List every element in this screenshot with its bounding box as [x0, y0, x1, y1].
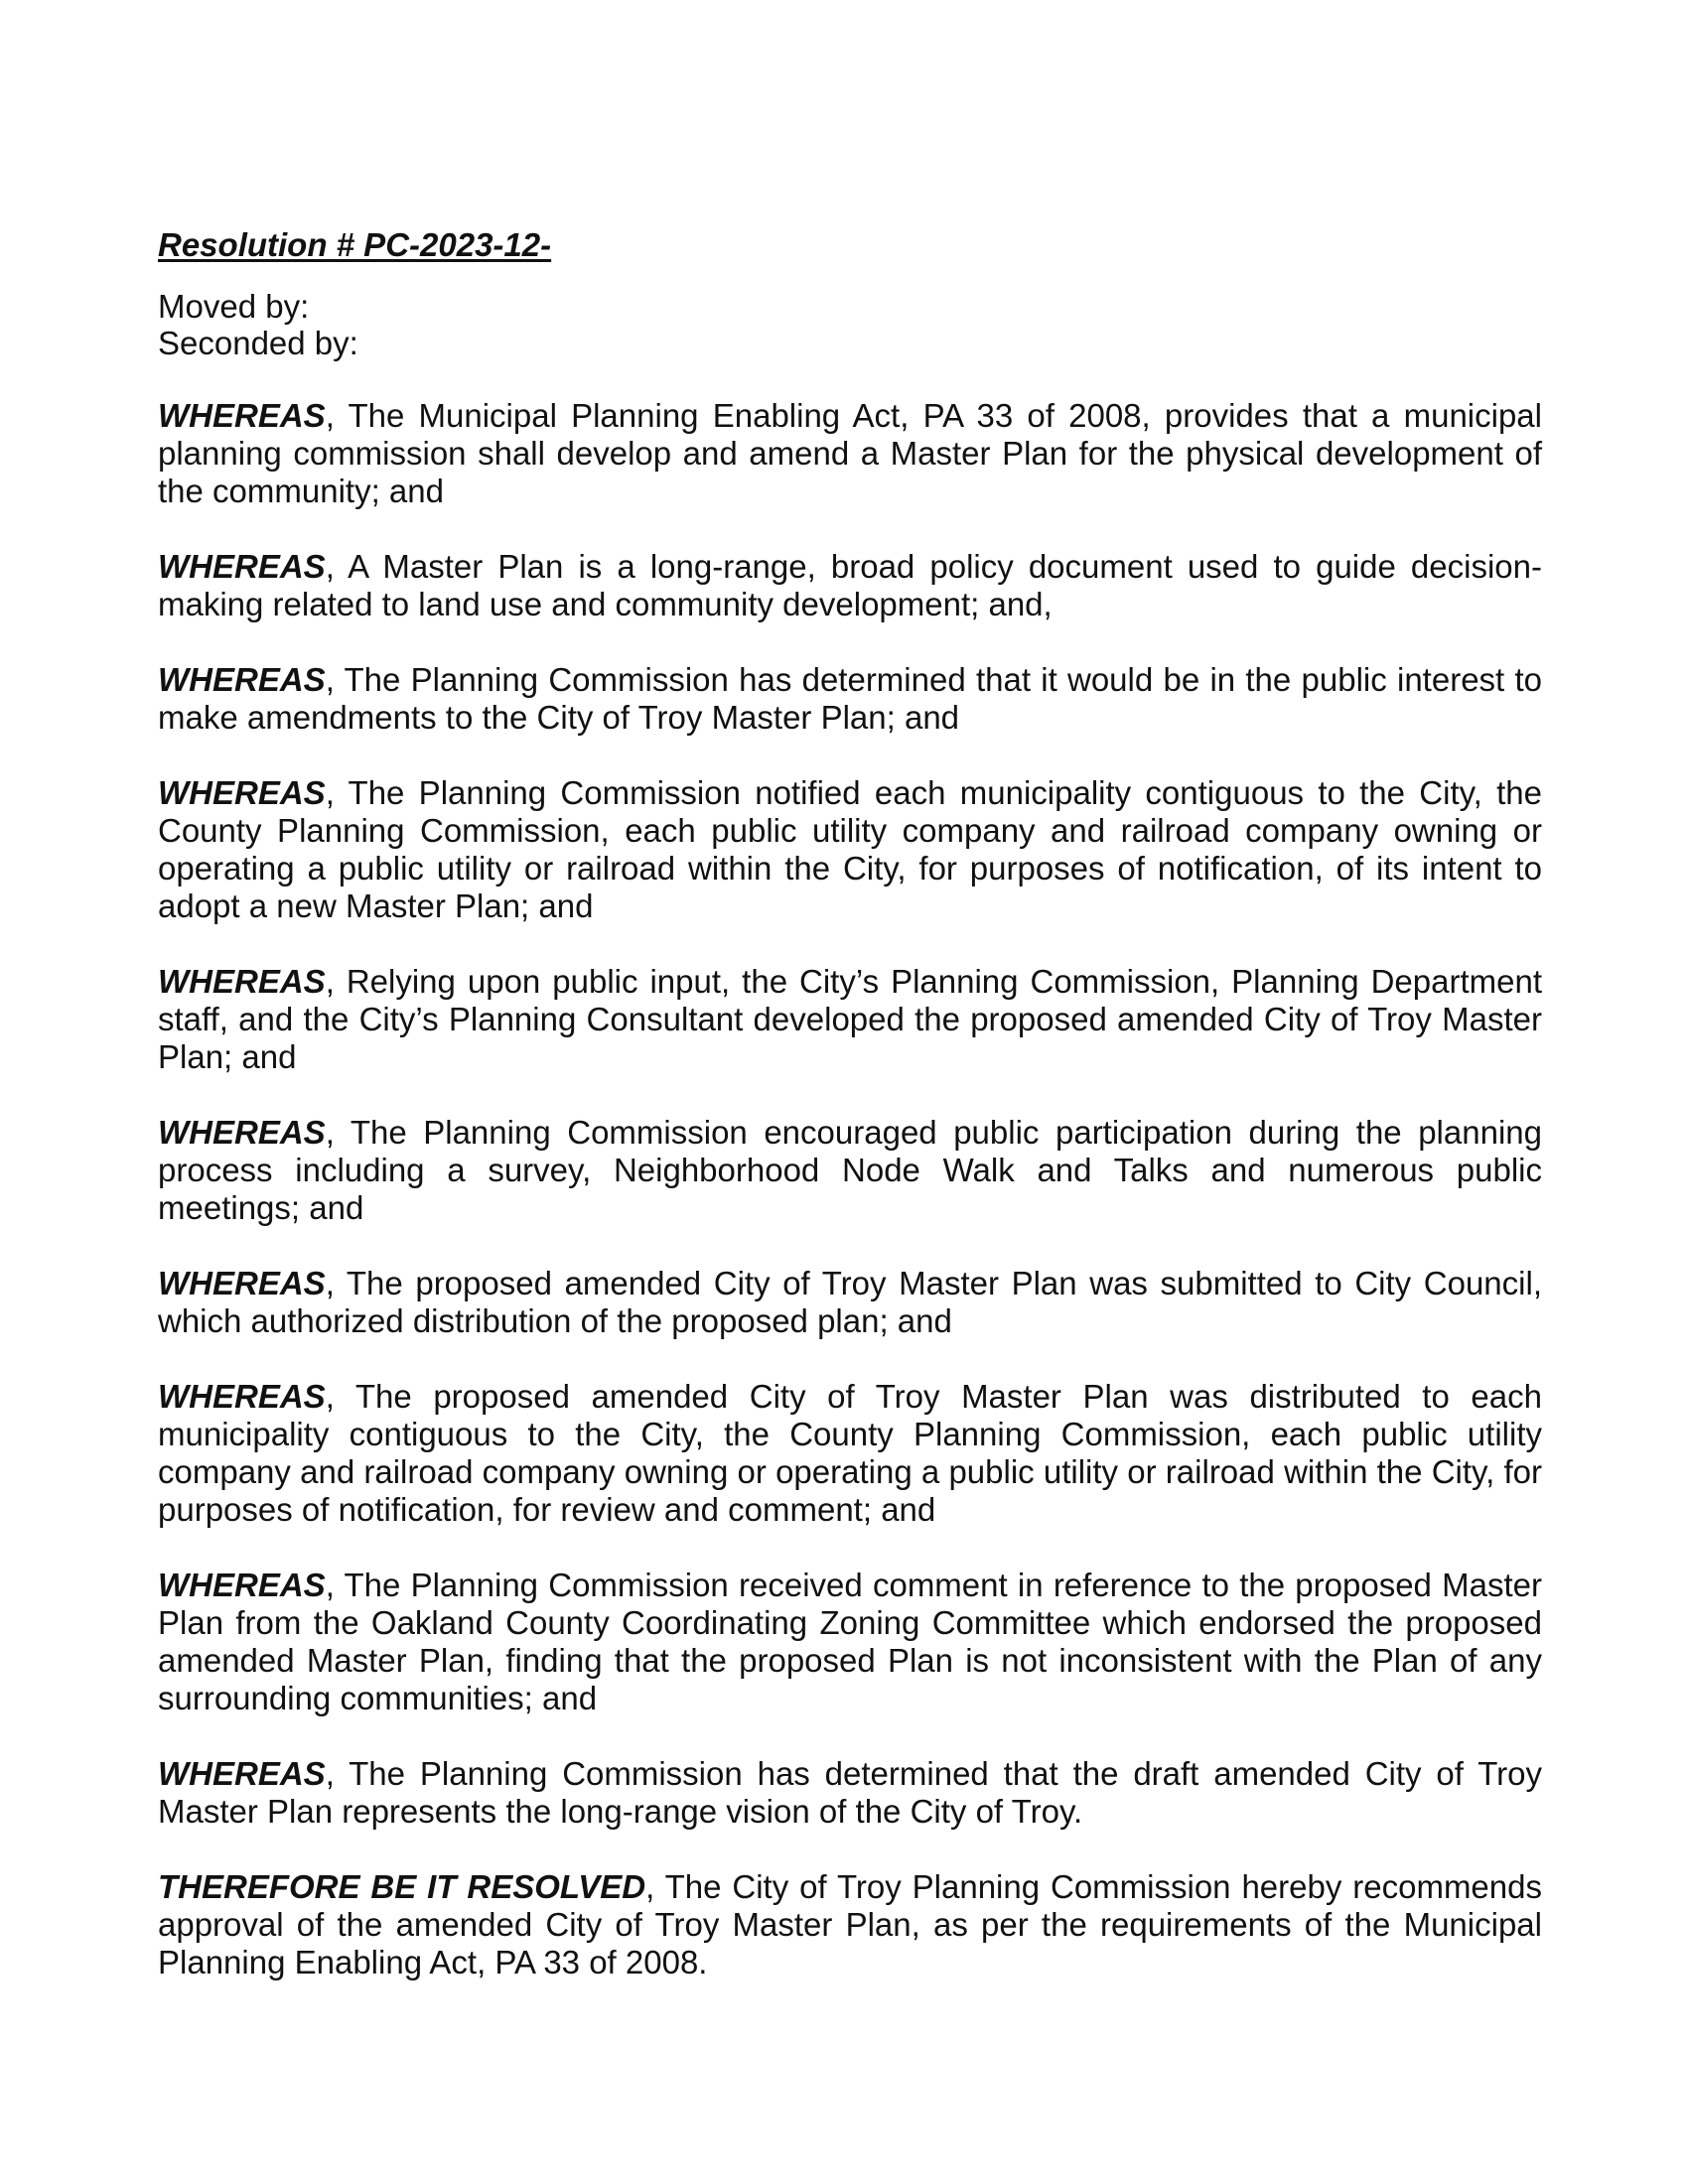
clause-keyword: WHEREAS	[158, 548, 326, 585]
clause-text: , The Planning Commission notified each municipality contiguous to the City, the County Planning Commission, each public utility company and railroad company owning or operating a public utility or railroad within the City, for purposes of notification, of its intent to adopt a new Master Plan; and	[158, 774, 1542, 924]
clause-keyword: WHEREAS	[158, 774, 326, 811]
clause-keyword: WHEREAS	[158, 1567, 326, 1603]
clause-keyword: WHEREAS	[158, 397, 326, 434]
clause-keyword: WHEREAS	[158, 1755, 326, 1792]
whereas-clause-5	[158, 963, 1542, 1076]
clause-keyword: WHEREAS	[158, 1265, 326, 1301]
whereas-clause-1	[158, 397, 1542, 510]
seconded-by-label: Seconded by:	[158, 325, 358, 361]
whereas-clause-7	[158, 1265, 1542, 1340]
clause-keyword: THEREFORE BE IT RESOLVED	[158, 1868, 646, 1905]
resolved-clause	[158, 1868, 1542, 1981]
resolution-document	[158, 226, 1542, 2019]
moved-by-label: Moved by:	[158, 288, 310, 325]
whereas-clause-6	[158, 1114, 1542, 1227]
clause-keyword: WHEREAS	[158, 1114, 326, 1151]
clause-text: , The City of Troy Planning Commission hereby recommends approval of the amended City of Troy Master Plan, as per the requirements of the Municipal Planning Enabling Act, PA 33 of 2008.	[158, 1868, 1542, 1980]
clause-keyword: WHEREAS	[158, 661, 326, 698]
clause-text: , A Master Plan is a long-range, broad policy document used to guide decision-making related to land use and community development; and,	[158, 548, 1542, 622]
whereas-clause-9	[158, 1567, 1542, 1717]
whereas-clause-3	[158, 661, 1542, 737]
whereas-clause-4	[158, 774, 1542, 925]
clause-keyword: WHEREAS	[158, 963, 326, 1000]
clause-text: , The proposed amended City of Troy Master Plan was distributed to each municipality contiguous to the City, the County Planning Commission, each public utility company and railroad company owning or operating a public utility or railroad within the City, for purposes of notification, for review and comment; and	[158, 1378, 1542, 1528]
whereas-clause-10	[158, 1755, 1542, 1831]
resolution-title: Resolution # PC-2023-12-	[158, 226, 552, 263]
clause-text: , Relying upon public input, the City’s Planning Commission, Planning Department staff, and the City’s Planning Consultant developed the proposed amended City of Troy Master Plan; and	[158, 963, 1542, 1075]
clause-text: , The Planning Commission received comment in reference to the proposed Master Plan from the Oakland County Coordinating Zoning Committee which endorsed the proposed amended Master Plan, finding that the proposed Plan is not inconsistent with the Plan of any surrounding communities; and	[158, 1567, 1542, 1716]
whereas-clause-2	[158, 548, 1542, 623]
clause-text: , The Planning Commission encouraged public participation during the planning process including a survey, Neighborhood Node Walk and Talks and numerous public meetings; and	[158, 1114, 1542, 1226]
clause-text: , The Municipal Planning Enabling Act, PA 33 of 2008, provides that a municipal planning commission shall develop and amend a Master Plan for the physical development of the community; and	[158, 397, 1542, 509]
clause-text: , The Planning Commission has determined that the draft amended City of Troy Master Plan represents the long-range vision of the City of Troy.	[158, 1755, 1542, 1830]
clause-keyword: WHEREAS	[158, 1378, 326, 1415]
clause-text: , The Planning Commission has determined that it would be in the public interest to make amendments to the City of Troy Master Plan; and	[158, 661, 1542, 736]
clause-text: , The proposed amended City of Troy Master Plan was submitted to City Council, which authorized distribution of the proposed plan; and	[158, 1265, 1542, 1339]
motion-block	[158, 288, 1542, 361]
whereas-clause-8	[158, 1378, 1542, 1529]
